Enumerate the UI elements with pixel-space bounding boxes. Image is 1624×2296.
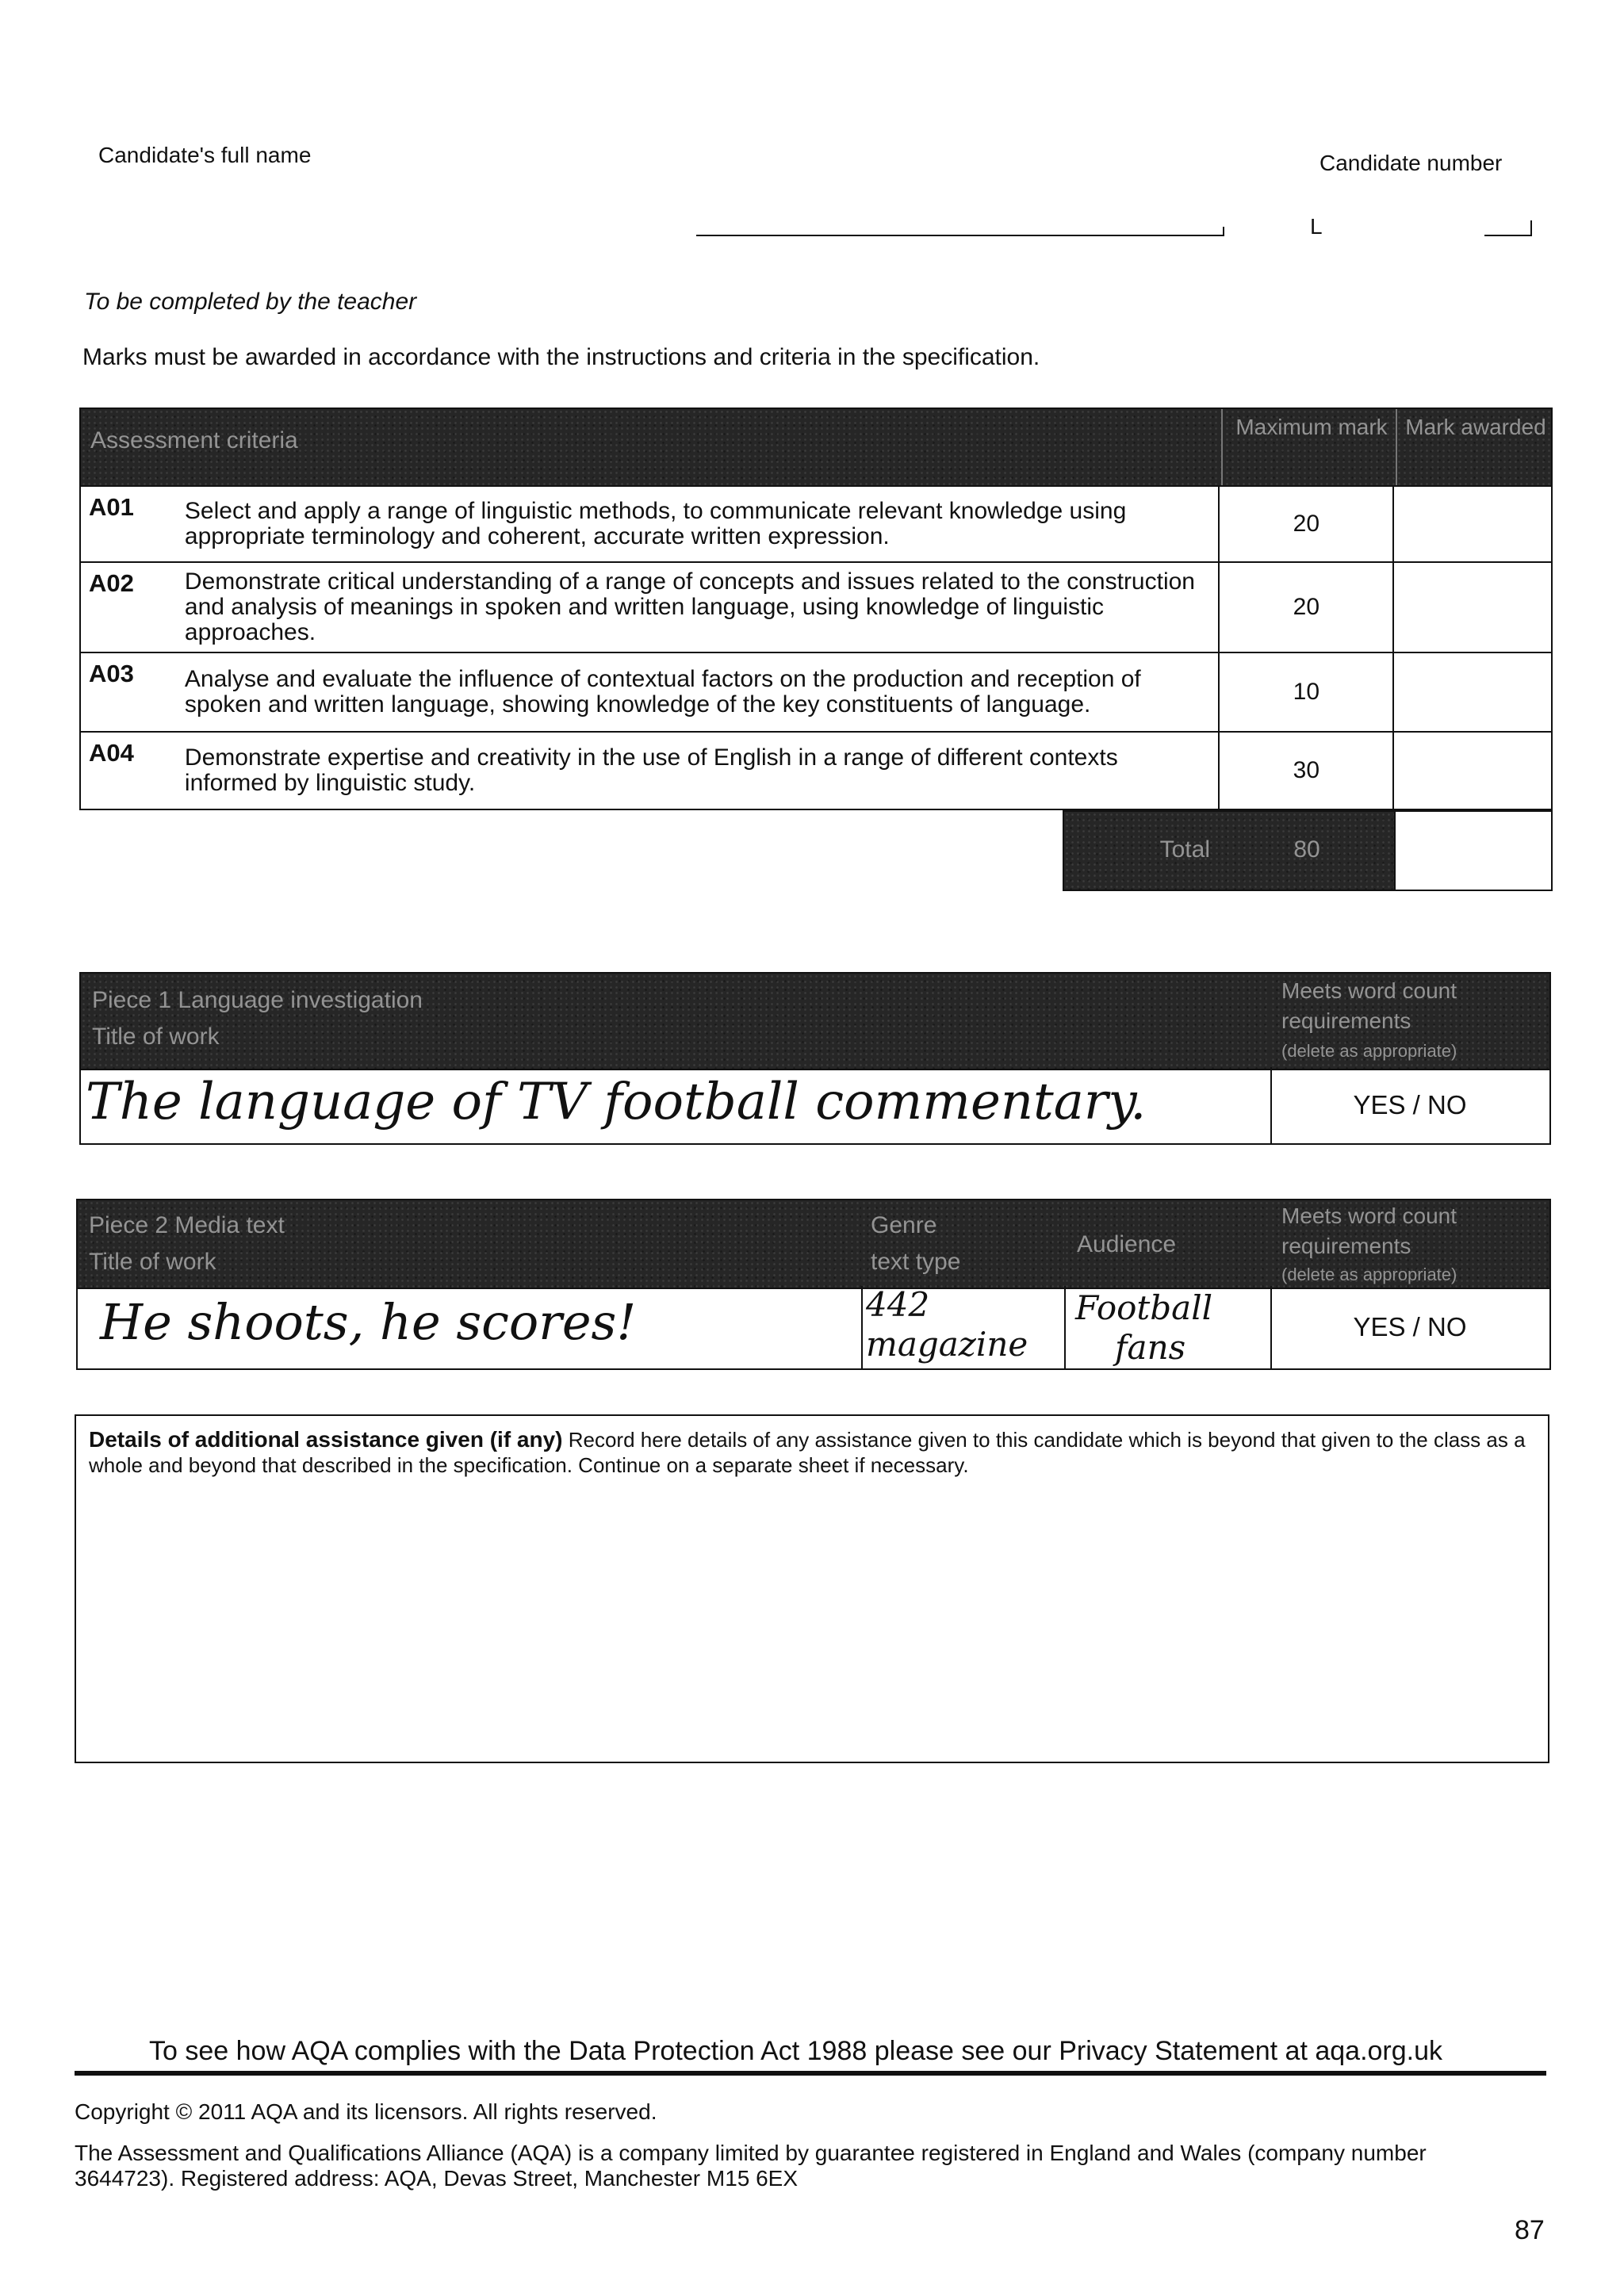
criterion-description: Demonstrate critical understanding of a range of concepts and issues related to the construction and analysis of meanings in spoken and written language, using knowledge of linguistic approaches. — [180, 562, 1220, 652]
assessment-table — [79, 408, 1553, 810]
assistance-description: Record here details of any assistance given to this candidate which is beyond that given to the class as a whole and beyond that described in the specification. Continue on a separate sheet if necessary. — [89, 1428, 1526, 1477]
privacy-statement: To see how AQA complies with the Data Protection Act 1988 please see our Privacy Statement at aqa.org.uk — [149, 2036, 1443, 2066]
criterion-code: A02 — [80, 562, 180, 652]
piece1-wordcount-header — [1270, 972, 1551, 1070]
teacher-note: To be completed by the teacher — [84, 289, 417, 315]
criterion-code: A03 — [80, 652, 180, 732]
piece2-genre-cell[interactable] — [861, 1286, 1066, 1370]
copyright-text: Copyright © 2011 AQA and its licensors. All rights reserved. — [75, 2099, 657, 2124]
piece1-yes-no: YES / NO — [1353, 1090, 1467, 1119]
page-number: 87 — [1515, 2215, 1545, 2245]
piece2-handwritten-title: He shoots, he scores! — [100, 1293, 637, 1351]
piece1-header-line1: Piece 1 Language investigation — [92, 987, 423, 1013]
piece2-audience-label: Audience — [1077, 1231, 1177, 1257]
piece2-header-line1: Piece 2 Media text — [89, 1212, 285, 1238]
piece2-genre-handwritten-b: magazine — [866, 1325, 1028, 1364]
total-awarded-cell[interactable] — [1394, 810, 1553, 891]
total-max-cell — [1220, 810, 1396, 891]
criterion-max-mark: 20 — [1219, 562, 1393, 652]
candidate-number-label: Candidate number — [1320, 151, 1503, 175]
mark-awarded-heading: Mark awarded — [1405, 415, 1546, 439]
piece2-title-header — [76, 1199, 863, 1289]
candidate-name-field[interactable] — [696, 227, 1224, 236]
piece2-wordcount-cell[interactable] — [1270, 1286, 1551, 1370]
piece1-header-line2: Title of work — [92, 1024, 220, 1050]
assessment-table-header — [79, 408, 1553, 487]
piece2-genre-header — [861, 1199, 1066, 1289]
criterion-description: Demonstrate expertise and creativity in the use of English in a range of different contexts informed by linguistic study. — [180, 732, 1220, 809]
piece2-audience-handwritten-a: Football — [1075, 1288, 1213, 1327]
piece2-wordcount-line2: requirements — [1281, 1234, 1411, 1258]
piece1-handwritten-title: The language of TV football commentary. — [86, 1073, 1147, 1131]
criteria-heading: Assessment criteria — [90, 427, 298, 453]
piece1-wordcount-line1: Meets word count — [1281, 978, 1457, 1003]
criterion-row-a04 — [80, 732, 1552, 809]
footer-rule — [75, 2071, 1546, 2076]
assistance-label: Details of additional assistance given (if any) — [89, 1427, 563, 1452]
piece2-audience-header — [1064, 1199, 1272, 1289]
piece1-wordcount-line3: (delete as appropriate) — [1281, 1041, 1457, 1061]
piece2-header-line2: Title of work — [89, 1249, 216, 1275]
additional-assistance-box[interactable] — [75, 1414, 1549, 1763]
total-label-cell — [1063, 810, 1223, 891]
criterion-code: A04 — [80, 732, 180, 809]
total-max: 80 — [1293, 836, 1320, 863]
piece2-audience-handwritten-b: fans — [1115, 1328, 1186, 1367]
criterion-description: Select and apply a range of linguistic methods, to communicate relevant knowledge using appropriate terminology and coherent, accurate written expression. — [180, 486, 1220, 562]
company-text: The Assessment and Qualifications Alliance (AQA) is a company limited by guarantee registered in England and Wales (company number 3644723). Registered address: AQA, Devas Street, Manchester M15 6EX — [75, 2141, 1427, 2191]
piece2-title-cell[interactable] — [76, 1286, 863, 1370]
piece2-genre-line2: text type — [871, 1249, 961, 1275]
criterion-row-a03 — [80, 652, 1552, 732]
piece2-wordcount-line3: (delete as appropriate) — [1281, 1265, 1457, 1284]
marking-instructions: Marks must be awarded in accordance with the instructions and criteria in the specification. — [82, 344, 1040, 370]
criterion-mark-awarded[interactable] — [1393, 562, 1552, 652]
criterion-mark-awarded[interactable] — [1393, 486, 1552, 562]
candidate-number-field[interactable] — [1484, 220, 1532, 236]
piece2-wordcount-header — [1270, 1199, 1551, 1289]
piece2-wordcount-line1: Meets word count — [1281, 1203, 1457, 1228]
candidate-number-corner-mark: L — [1310, 214, 1323, 239]
criterion-row-a02 — [80, 562, 1552, 652]
max-mark-heading: Maximum mark — [1235, 415, 1388, 439]
piece1-wordcount-cell[interactable] — [1270, 1067, 1551, 1145]
criterion-max-mark: 20 — [1219, 486, 1393, 562]
piece2-audience-cell[interactable] — [1064, 1286, 1272, 1370]
criterion-max-mark: 10 — [1219, 652, 1393, 732]
candidate-name-label: Candidate's full name — [98, 143, 312, 167]
criterion-code: A01 — [80, 486, 180, 562]
piece1-header — [79, 972, 1272, 1070]
piece1-title-cell[interactable] — [79, 1067, 1272, 1145]
criterion-max-mark: 30 — [1219, 732, 1393, 809]
piece2-yes-no: YES / NO — [1353, 1312, 1467, 1341]
piece2-genre-handwritten-a: 442 — [866, 1285, 930, 1324]
criterion-description: Analyse and evaluate the influence of contextual factors on the production and reception of spoken and written language, showing knowledge of the key constituents of language. — [180, 652, 1220, 732]
criterion-mark-awarded[interactable] — [1393, 732, 1552, 809]
criterion-mark-awarded[interactable] — [1393, 652, 1552, 732]
total-label: Total — [1159, 836, 1210, 863]
piece1-wordcount-line2: requirements — [1281, 1008, 1411, 1033]
piece2-genre-line1: Genre — [871, 1212, 937, 1238]
assistance-text — [76, 1416, 1548, 1489]
criterion-row-a01 — [80, 486, 1552, 562]
